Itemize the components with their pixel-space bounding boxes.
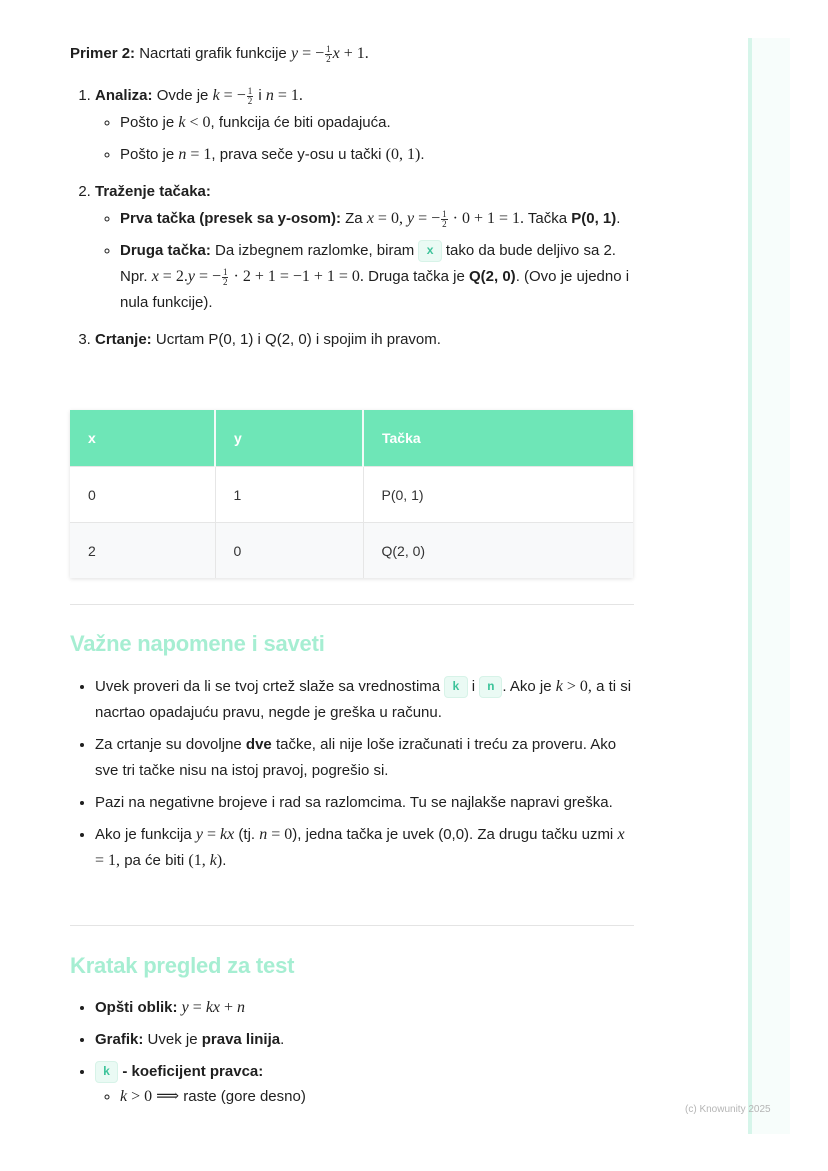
second-point-bullet: ◦ Druga tačka: Da izbegnem razlomke, biram x tako da bude deljivo sa 2. Npr. x = 2.y = − $\frac{1}{2}$ · 2 + 1 = −1 + 1 = 0. Druga tačka je Q(2, 0). (Ovo je ujedno i nula funkcije). — [120, 238, 635, 316]
step-drawing: 3. Crtanje: Ucrtam P(0, 1) i Q(2, 0) i spojim ih pravom. — [95, 328, 635, 352]
step-label: Crtanje: — [95, 331, 152, 348]
example-text: Nacrtati grafik funkcije — [139, 45, 287, 62]
table-row — [70, 467, 633, 523]
review-item: • k - koeficijent pravca: ◦ k > 0 ⟹ raste (gore desno) — [95, 1059, 635, 1109]
section-divider — [70, 604, 634, 605]
tip-item: • Uvek proveri da li se tvoj crtež slaže sa vrednostima k i n . Ako je k > 0, a ti si nacrtao opadajuću pravu, negde je greška u računu. — [95, 674, 635, 726]
side-panel — [752, 38, 790, 1134]
table-cell: Q(2, 0) — [363, 523, 633, 579]
code-chip-k: k — [95, 1061, 118, 1083]
tip-item: • Za crtanje su dovoljne dve tačke, ali nije loše izračunati i treću za proveru. Ako sve tri tačke nisu na istoj pravoj, pogrešio si. — [95, 732, 635, 784]
review-item: • Grafik: Uvek je prava linija. — [95, 1027, 635, 1053]
step-label: Traženje tačaka: — [95, 183, 211, 200]
table-cell: 0 — [70, 467, 215, 523]
example-intro — [70, 43, 369, 65]
step-label: Analiza: — [95, 87, 153, 104]
tips-list — [70, 674, 635, 880]
table-cell: 0 — [215, 523, 363, 579]
formula-k: k = − $\frac{1}{2}$ — [212, 85, 253, 106]
sub-item: ◦ k > 0 ⟹ raste (gore desno) — [120, 1085, 635, 1109]
table-cell: 1 — [215, 467, 363, 523]
table-header-point: Tačka — [363, 410, 633, 467]
copyright-footer: (c) Knowunity 2025 — [685, 1104, 771, 1115]
step-finding-points — [95, 180, 635, 316]
section-title-review: Kratak pregled za test — [70, 953, 295, 978]
step-analysis: 1. Analiza: Ovde je k = − $\frac{1}{2}$ i n = 1. ◦ Pošto je k < 0, funkcija će biti opadajuća. ◦ Pošto je n = 1, prava seče y-osu u tački (0, 1). — [95, 84, 635, 168]
table-row — [70, 523, 633, 579]
code-chip-n: n — [479, 676, 502, 698]
formula-n: n = 1. — [265, 87, 303, 104]
point-p: P(0, 1) — [571, 210, 617, 227]
solution-steps — [70, 84, 635, 364]
point-q: Q(2, 0) — [469, 268, 516, 285]
example-formula: y = − $\frac{1}{2}$ x + 1. — [290, 43, 369, 64]
table-cell: 2 — [70, 523, 215, 579]
table-cell: P(0, 1) — [363, 467, 633, 523]
table-header-row — [70, 410, 633, 467]
side-accent-stripe — [748, 38, 752, 1134]
first-point-bullet: ◦ Prva tačka (presek sa y-osom): Za x = 0, y = − $\frac{1}{2}$ · 0 + 1 = 1. Tačka P(0, 1). — [120, 206, 635, 232]
sub-list — [95, 1085, 635, 1109]
tip-item: • Ako je funkcija y = kx (tj. n = 0), jedna tačka je uvek (0,0). Za drugu tačku uzmi x = 1, pa će biti (1, k). — [95, 822, 635, 874]
section-title-tips: Važne napomene i saveti — [70, 631, 325, 656]
table-header-x: x — [70, 410, 215, 467]
review-item: • Opšti oblik: y = kx + n — [95, 995, 635, 1021]
analysis-bullet: ◦ Pošto je n = 1, prava seče y-osu u tački (0, 1). — [120, 142, 635, 168]
section-divider — [70, 925, 634, 926]
analysis-bullet: ◦ Pošto je k < 0, funkcija će biti opadajuća. — [120, 110, 635, 136]
tip-item: • Pazi na negativne brojeve i rad sa razlomcima. Tu se najlakše napravi greška. — [95, 790, 635, 816]
code-chip-x: x — [418, 240, 441, 262]
table-header-y: y — [215, 410, 363, 467]
example-label: Primer 2: — [70, 45, 136, 62]
points-table — [70, 410, 633, 578]
code-chip-k: k — [444, 676, 467, 698]
review-list — [70, 995, 635, 1109]
